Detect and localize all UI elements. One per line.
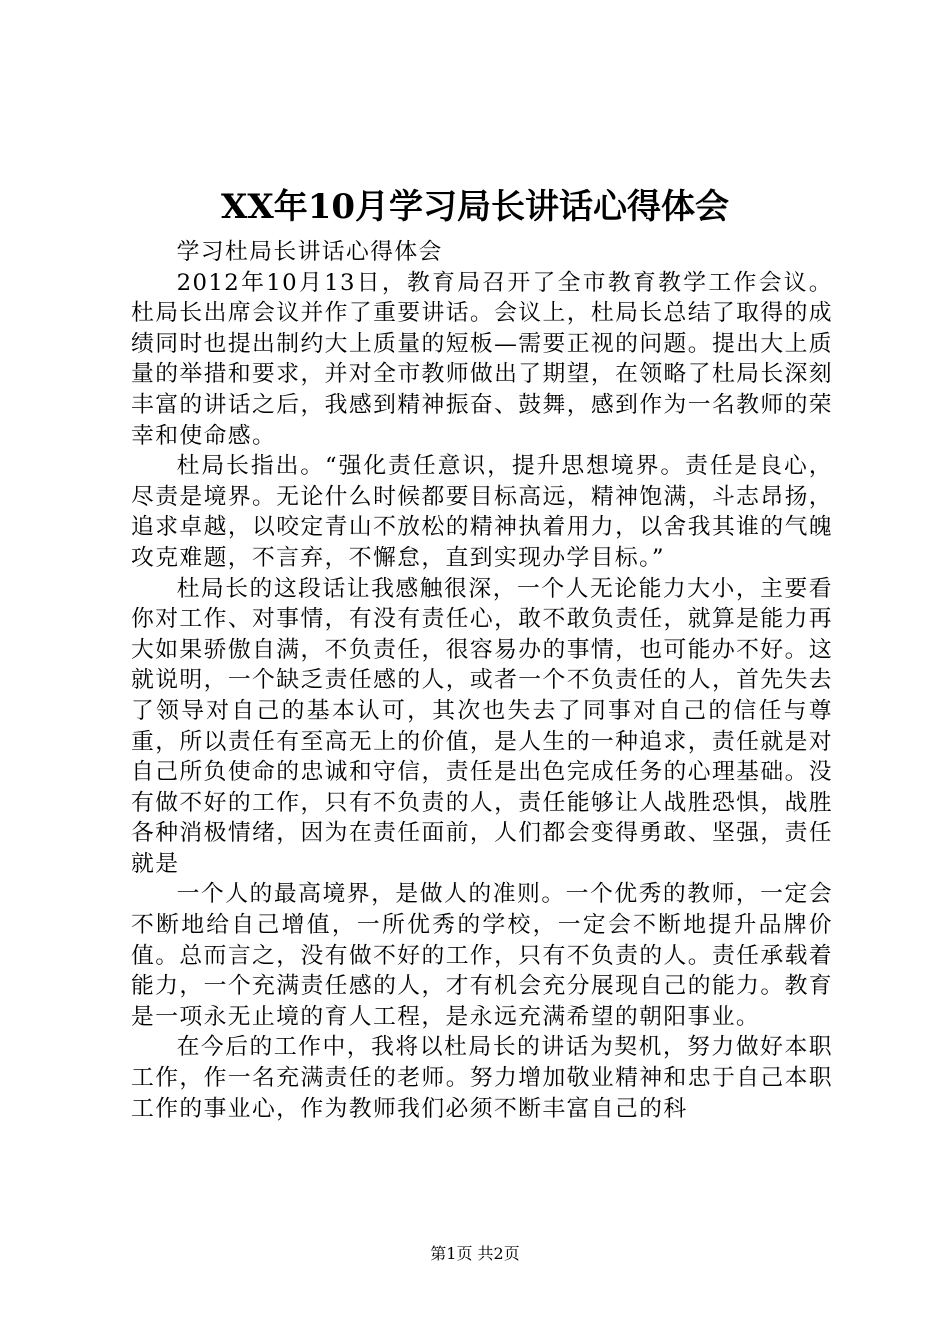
paragraph: 一个人的最高境界，是做人的准则。一个优秀的教师，一定会不断地给自己增值，一所优秀的学校，一定会不断地提升品牌价值。总而言之，没有做不好的工作，只有不负责的人。责任承载着能力，一个充满责任感的人，才有机会充分展现自己的能力。教育是一项永无止境的育人工程，是永远充满希望的朝阳事业。 xyxy=(131,881,833,1030)
document-body xyxy=(131,237,833,1124)
paragraph: 杜局长的这段话让我感触很深，一个人无论能力大小，主要看你对工作、对事情，有没有责任心，敢不敢负责任，就算是能力再大如果骄傲自满，不负责任，很容易办的事情，也可能办不好。这就说明，一个缺乏责任感的人，或者一个不负责任的人，首先失去了领导对自己的基本认可，其次也失去了同事对自己的信任与尊重，所以责任有至高无上的价值，是人生的一种追求，责任就是对自己所负使命的忠诚和守信，责任是出色完成任务的心理基础。没有做不好的工作，只有不负责的人，责任能够让人战胜恐惧，战胜各种消极情绪，因为在责任面前，人们都会变得勇敢、坚强，责任就是 xyxy=(131,575,833,877)
paragraph: 杜局长指出。“强化责任意识，提升思想境界。责任是良心，尽责是境界。无论什么时候都要目标高远，精神饱满，斗志昂扬，追求卓越，以咬定青山不放松的精神执着用力，以舍我其谁的气魄攻克难题，不言弃，不懈怠，直到实现办学目标。” xyxy=(131,453,833,571)
paragraph: 2012年10月13日，教育局召开了全市教育教学工作会议。杜局长出席会议并作了重要讲话。会议上，杜局长总结了取得的成绩同时也提出制约大上质量的短板—需要正视的问题。提出大上质量的举措和要求，并对全市教师做出了期望，在领略了杜局长深刻丰富的讲话之后，我感到精神振奋、鼓舞，感到作为一名教师的荣幸和使命感。 xyxy=(131,269,833,449)
page-number-footer: 第1页 共2页 xyxy=(430,1244,520,1263)
paragraph: 在今后的工作中，我将以杜局长的讲话为契机，努力做好本职工作，作一名充满责任的老师。努力增加敬业精神和忠于自己本职工作的事业心，作为教师我们必须不断丰富自己的科 xyxy=(131,1034,833,1122)
document-title: XX年10月学习局长讲话心得体会 xyxy=(220,187,730,227)
paragraph-subtitle: 学习杜局长讲话心得体会 xyxy=(176,239,443,265)
